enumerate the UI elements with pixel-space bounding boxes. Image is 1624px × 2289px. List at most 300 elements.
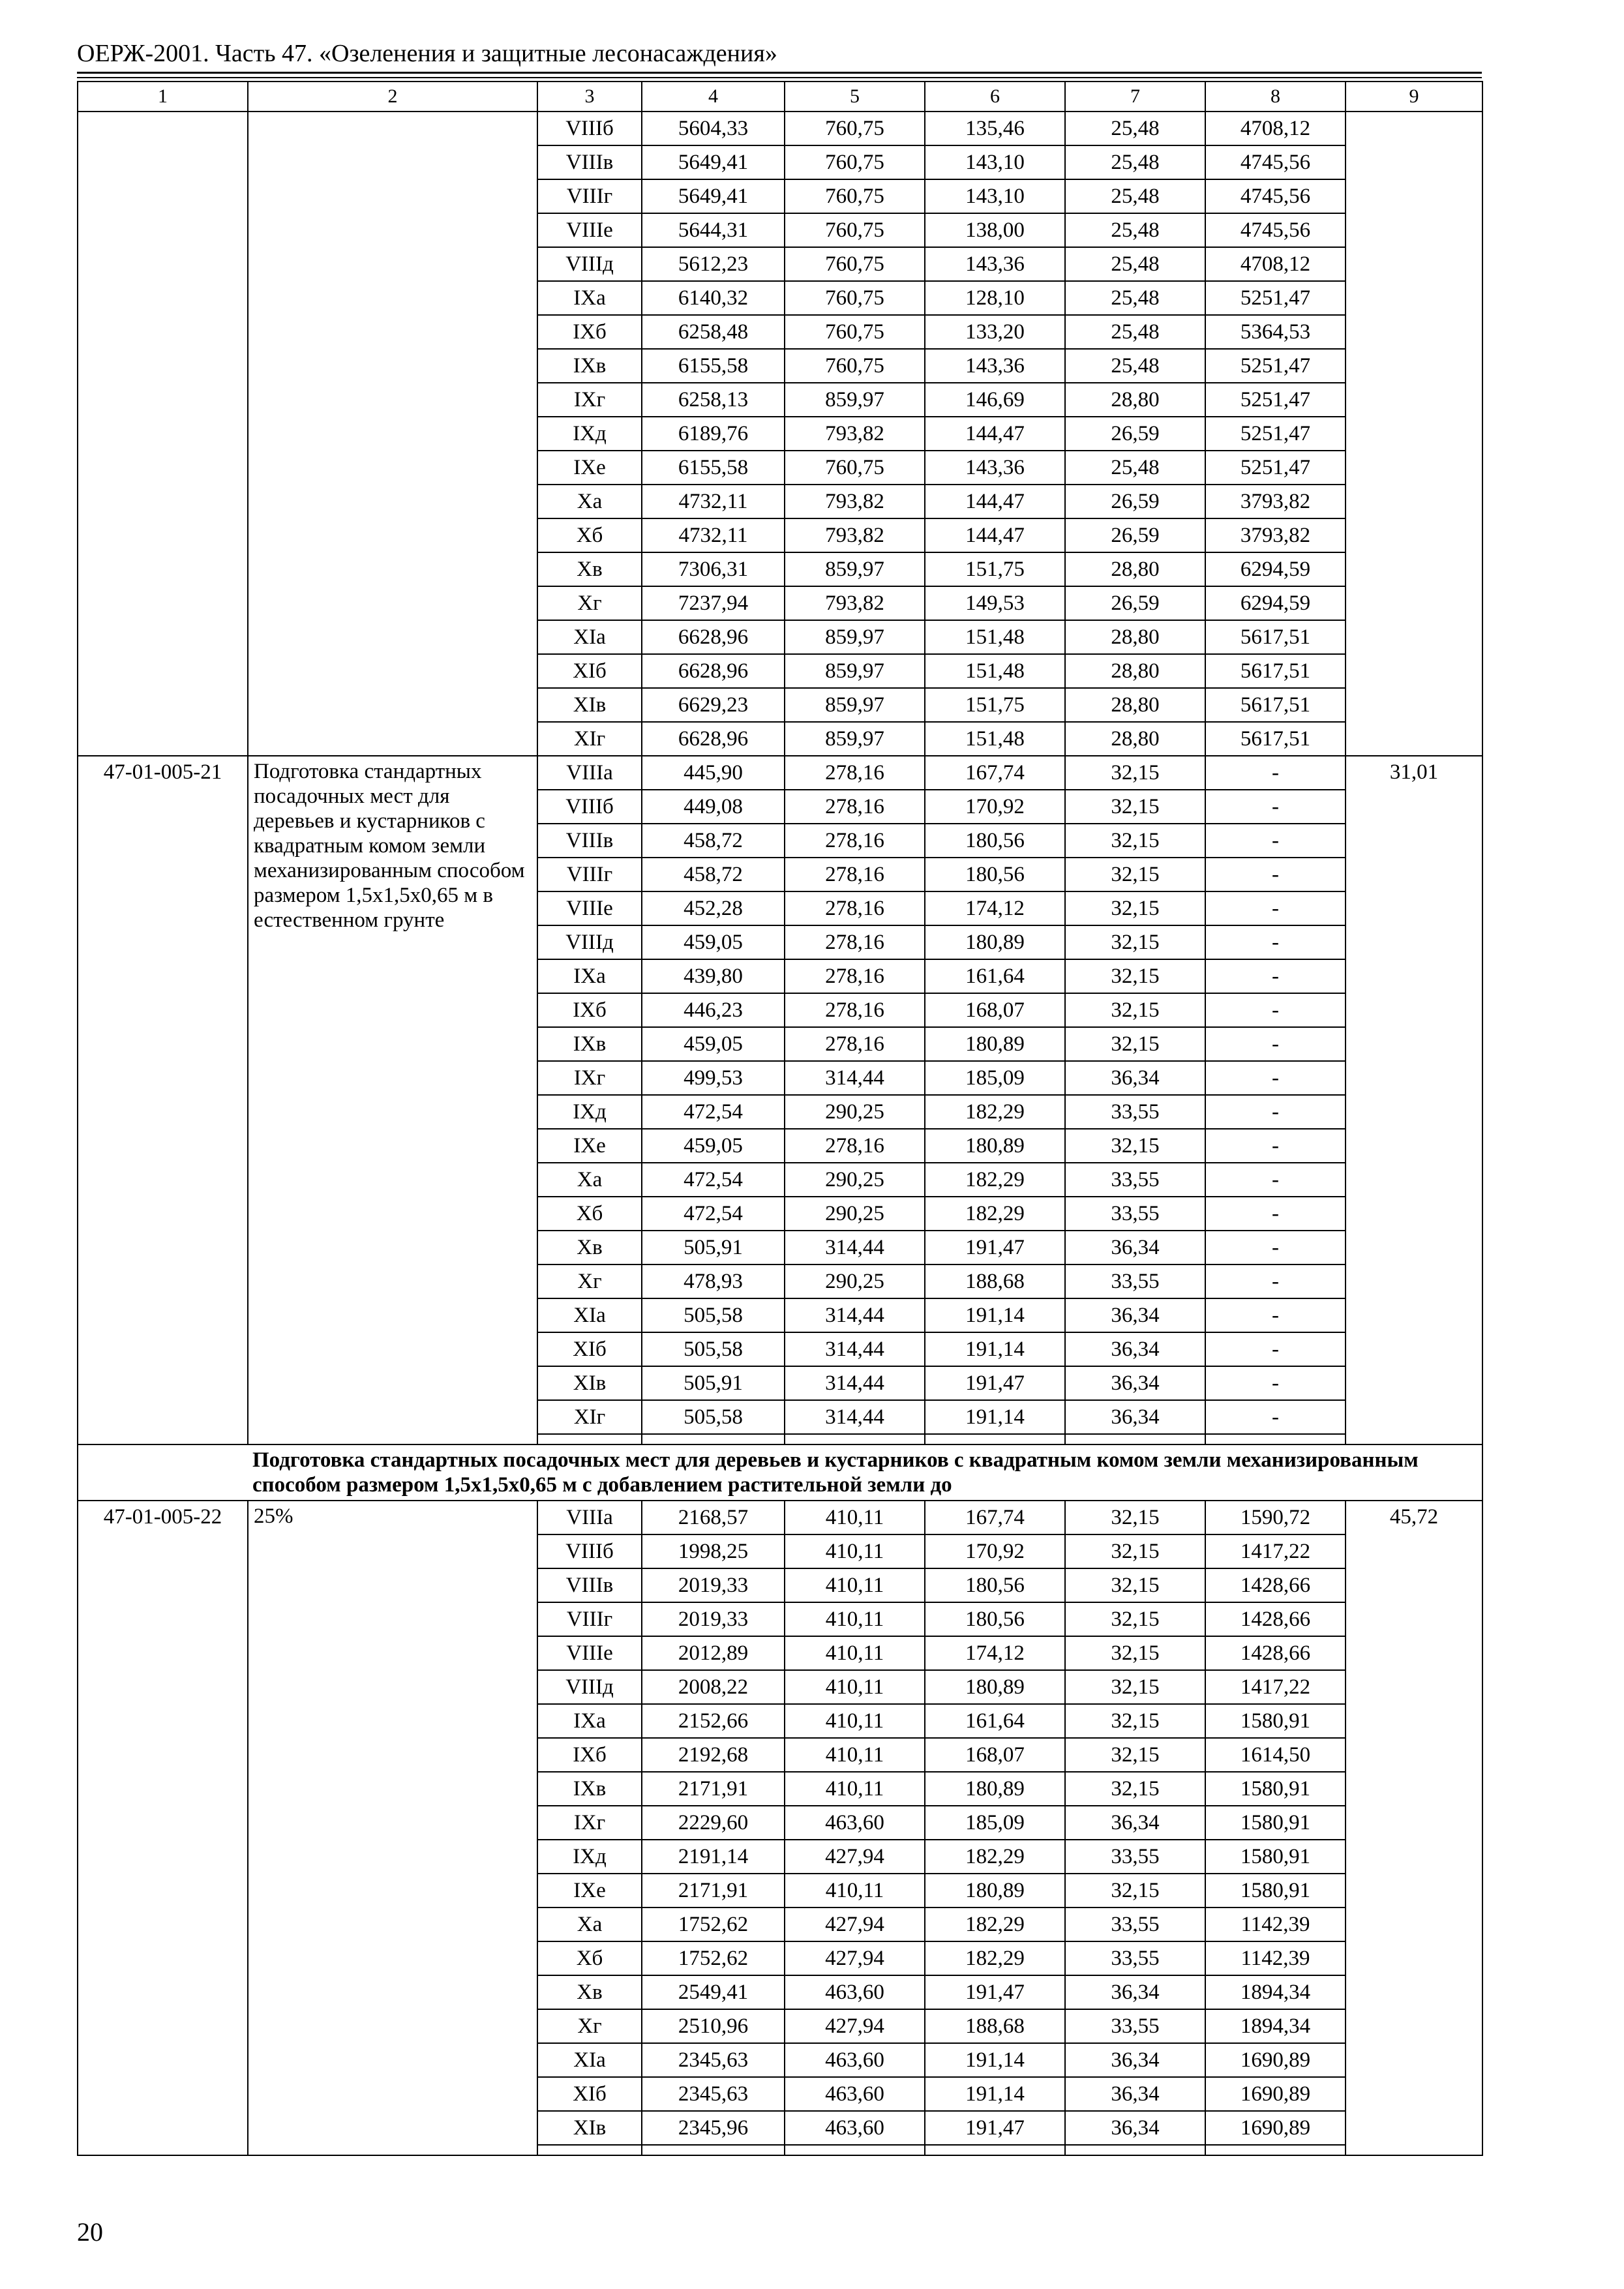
machine-cost: 180,56 — [925, 1602, 1065, 1636]
region-code: Xв — [537, 1975, 642, 2009]
machine-cost: 180,89 — [925, 925, 1065, 959]
region-code: XIа — [537, 2043, 642, 2077]
operator-wage: 28,80 — [1065, 722, 1205, 756]
machine-cost: 143,10 — [925, 145, 1065, 179]
labor-cost: 410,11 — [785, 1636, 925, 1670]
labor-cost: 278,16 — [785, 959, 925, 993]
region-code: IXе — [537, 1129, 642, 1163]
materials-cost: 4708,12 — [1205, 247, 1346, 281]
labor-cost: 314,44 — [785, 1231, 925, 1264]
labor-cost: 859,97 — [785, 383, 925, 417]
materials-cost: - — [1205, 1061, 1346, 1095]
labor-cost: 278,16 — [785, 1129, 925, 1163]
labor-cost: 410,11 — [785, 1501, 925, 1534]
machine-cost: 167,74 — [925, 756, 1065, 790]
total-cost: 2229,60 — [642, 1806, 785, 1840]
materials-cost: 1690,89 — [1205, 2077, 1346, 2111]
total-cost: 6628,96 — [642, 620, 785, 654]
operator-wage: 25,48 — [1065, 213, 1205, 247]
operator-wage: 33,55 — [1065, 1264, 1205, 1298]
machine-cost: 144,47 — [925, 518, 1065, 552]
total-cost: 4732,11 — [642, 485, 785, 518]
region-code: Xб — [537, 1197, 642, 1231]
machine-cost: 168,07 — [925, 1738, 1065, 1772]
materials-cost: - — [1205, 1197, 1346, 1231]
spacer-cell — [1205, 1434, 1346, 1444]
region-code: IXг — [537, 1806, 642, 1840]
total-cost: 6155,58 — [642, 349, 785, 383]
machine-cost: 168,07 — [925, 993, 1065, 1027]
operator-wage: 36,34 — [1065, 1975, 1205, 2009]
page-number: 20 — [77, 2217, 103, 2247]
machine-cost: 161,64 — [925, 959, 1065, 993]
materials-cost: - — [1205, 1264, 1346, 1298]
region-code: IXа — [537, 281, 642, 315]
region-code: VIIIд — [537, 1670, 642, 1704]
header-rule — [77, 72, 1482, 74]
labor-cost: 290,25 — [785, 1163, 925, 1197]
materials-cost: 1142,39 — [1205, 1941, 1346, 1975]
region-code: XIг — [537, 1400, 642, 1434]
spacer-cell — [1205, 2145, 1346, 2155]
materials-cost: 3793,82 — [1205, 518, 1346, 552]
labor-cost: 278,16 — [785, 790, 925, 824]
operator-wage: 28,80 — [1065, 654, 1205, 688]
operator-wage: 32,15 — [1065, 959, 1205, 993]
operator-wage: 32,15 — [1065, 1772, 1205, 1806]
total-cost: 7237,94 — [642, 586, 785, 620]
spacer-cell — [1065, 1434, 1205, 1444]
labor-cost: 278,16 — [785, 858, 925, 891]
operator-wage: 25,48 — [1065, 281, 1205, 315]
labor-cost: 859,97 — [785, 688, 925, 722]
materials-cost: - — [1205, 1231, 1346, 1264]
header-rule — [77, 77, 1482, 78]
spacer-cell — [537, 2145, 642, 2155]
materials-cost: 4745,56 — [1205, 145, 1346, 179]
running-header: ОЕРЖ-2001. Часть 47. «Озеленения и защитные лесонасаждения» — [77, 40, 777, 67]
labor-cost: 278,16 — [785, 756, 925, 790]
operator-wage: 32,15 — [1065, 1874, 1205, 1908]
operator-wage: 32,15 — [1065, 993, 1205, 1027]
total-cost: 499,53 — [642, 1061, 785, 1095]
materials-cost: 5617,51 — [1205, 688, 1346, 722]
machine-cost: 133,20 — [925, 315, 1065, 349]
materials-cost: - — [1205, 1400, 1346, 1434]
table-row — [78, 756, 1482, 790]
total-cost: 6628,96 — [642, 722, 785, 756]
labor-cost: 410,11 — [785, 1534, 925, 1568]
region-code: IXд — [537, 417, 642, 451]
total-cost: 6189,76 — [642, 417, 785, 451]
total-cost: 2345,96 — [642, 2111, 785, 2145]
machine-cost: 180,89 — [925, 1772, 1065, 1806]
machine-cost: 191,47 — [925, 2111, 1065, 2145]
labor-cost: 410,11 — [785, 1772, 925, 1806]
operator-wage: 36,34 — [1065, 2111, 1205, 2145]
machine-cost: 191,47 — [925, 1366, 1065, 1400]
total-cost: 2008,22 — [642, 1670, 785, 1704]
materials-cost: 5251,47 — [1205, 417, 1346, 451]
region-code: VIIIб — [537, 1534, 642, 1568]
total-cost: 2019,33 — [642, 1602, 785, 1636]
spacer-cell — [925, 1434, 1065, 1444]
region-code: VIIIб — [537, 112, 642, 145]
total-cost: 445,90 — [642, 756, 785, 790]
materials-cost: 5617,51 — [1205, 722, 1346, 756]
operator-wage: 32,15 — [1065, 1534, 1205, 1568]
operator-wage: 33,55 — [1065, 1840, 1205, 1874]
operator-wage: 36,34 — [1065, 1332, 1205, 1366]
materials-cost: - — [1205, 824, 1346, 858]
region-code: XIв — [537, 1366, 642, 1400]
column-number: 4 — [642, 82, 785, 112]
labor-cost: 410,11 — [785, 1738, 925, 1772]
materials-cost: 4745,56 — [1205, 213, 1346, 247]
materials-cost: 5251,47 — [1205, 451, 1346, 485]
machine-cost: 144,47 — [925, 485, 1065, 518]
operator-wage: 32,15 — [1065, 1738, 1205, 1772]
total-cost: 2510,96 — [642, 2009, 785, 2043]
materials-cost: 6294,59 — [1205, 552, 1346, 586]
materials-cost: 1580,91 — [1205, 1840, 1346, 1874]
total-cost: 459,05 — [642, 925, 785, 959]
labor-cost: 314,44 — [785, 1298, 925, 1332]
machine-cost: 161,64 — [925, 1704, 1065, 1738]
materials-cost: 1894,34 — [1205, 2009, 1346, 2043]
machine-cost: 146,69 — [925, 383, 1065, 417]
total-cost: 505,91 — [642, 1231, 785, 1264]
region-code: IXг — [537, 383, 642, 417]
total-cost: 6628,96 — [642, 654, 785, 688]
materials-cost: - — [1205, 756, 1346, 790]
region-code: IXв — [537, 349, 642, 383]
materials-cost: - — [1205, 925, 1346, 959]
total-cost: 472,54 — [642, 1197, 785, 1231]
machine-cost: 180,56 — [925, 824, 1065, 858]
machine-cost: 182,29 — [925, 1095, 1065, 1129]
total-cost: 5649,41 — [642, 179, 785, 213]
materials-cost: - — [1205, 1163, 1346, 1197]
total-cost: 5612,23 — [642, 247, 785, 281]
machine-cost: 167,74 — [925, 1501, 1065, 1534]
table-row — [78, 1501, 1482, 1534]
total-cost: 505,91 — [642, 1366, 785, 1400]
operator-wage: 32,15 — [1065, 1602, 1205, 1636]
total-cost: 2171,91 — [642, 1772, 785, 1806]
labor-hours: 45,72 — [1346, 1501, 1482, 2155]
machine-cost: 182,29 — [925, 1941, 1065, 1975]
materials-cost: 4745,56 — [1205, 179, 1346, 213]
machine-cost: 188,68 — [925, 2009, 1065, 2043]
machine-cost: 151,48 — [925, 620, 1065, 654]
machine-cost: 151,75 — [925, 552, 1065, 586]
machine-cost: 188,68 — [925, 1264, 1065, 1298]
region-code: XIа — [537, 1298, 642, 1332]
region-code: VIIIд — [537, 925, 642, 959]
total-cost: 6155,58 — [642, 451, 785, 485]
column-number: 1 — [78, 82, 248, 112]
total-cost: 2019,33 — [642, 1568, 785, 1602]
labor-cost: 760,75 — [785, 247, 925, 281]
labor-cost: 278,16 — [785, 1027, 925, 1061]
spacer-cell — [785, 2145, 925, 2155]
total-cost: 2191,14 — [642, 1840, 785, 1874]
region-code: IXв — [537, 1027, 642, 1061]
operator-wage: 36,34 — [1065, 1806, 1205, 1840]
materials-cost: - — [1205, 858, 1346, 891]
labor-cost: 314,44 — [785, 1366, 925, 1400]
labor-cost: 290,25 — [785, 1197, 925, 1231]
region-code: XIг — [537, 722, 642, 756]
materials-cost: 1690,89 — [1205, 2111, 1346, 2145]
labor-cost: 427,94 — [785, 2009, 925, 2043]
labor-cost: 760,75 — [785, 213, 925, 247]
region-code: IXд — [537, 1840, 642, 1874]
total-cost: 452,28 — [642, 891, 785, 925]
region-code: XIа — [537, 620, 642, 654]
labor-cost: 314,44 — [785, 1400, 925, 1434]
materials-cost: 1590,72 — [1205, 1501, 1346, 1534]
operator-wage: 32,15 — [1065, 824, 1205, 858]
item-description: Подготовка стандартных посадочных мест для деревьев и кустарников с квадратным комом земли механизированным способом размером 1,5х1,5х0,65 м в естественном грунте — [248, 756, 537, 1444]
total-cost: 458,72 — [642, 824, 785, 858]
total-cost: 1752,62 — [642, 1941, 785, 1975]
materials-cost: - — [1205, 1332, 1346, 1366]
operator-wage: 32,15 — [1065, 1501, 1205, 1534]
region-code: Xб — [537, 1941, 642, 1975]
materials-cost: 3793,82 — [1205, 485, 1346, 518]
materials-cost: - — [1205, 1129, 1346, 1163]
machine-cost: 180,89 — [925, 1027, 1065, 1061]
labor-cost: 859,97 — [785, 552, 925, 586]
total-cost: 472,54 — [642, 1163, 785, 1197]
materials-cost: - — [1205, 891, 1346, 925]
region-code: IXе — [537, 1874, 642, 1908]
total-cost: 5644,31 — [642, 213, 785, 247]
materials-cost: 5251,47 — [1205, 383, 1346, 417]
machine-cost: 151,48 — [925, 722, 1065, 756]
labor-cost: 410,11 — [785, 1670, 925, 1704]
materials-cost: - — [1205, 993, 1346, 1027]
operator-wage: 36,34 — [1065, 2077, 1205, 2111]
operator-wage: 28,80 — [1065, 688, 1205, 722]
column-number: 8 — [1205, 82, 1346, 112]
machine-cost: 138,00 — [925, 213, 1065, 247]
code-cell — [78, 112, 248, 756]
total-cost: 505,58 — [642, 1298, 785, 1332]
spacer-cell — [537, 1434, 642, 1444]
machine-cost: 191,14 — [925, 2077, 1065, 2111]
machine-cost: 191,14 — [925, 2043, 1065, 2077]
labor-cost: 760,75 — [785, 315, 925, 349]
operator-wage: 32,15 — [1065, 1027, 1205, 1061]
region-code: IXа — [537, 959, 642, 993]
column-number: 2 — [248, 82, 537, 112]
table-body — [78, 82, 1482, 2155]
machine-cost: 185,09 — [925, 1806, 1065, 1840]
region-code: Xг — [537, 586, 642, 620]
operator-wage: 33,55 — [1065, 2009, 1205, 2043]
machine-cost: 191,47 — [925, 1231, 1065, 1264]
total-cost: 478,93 — [642, 1264, 785, 1298]
operator-wage: 26,59 — [1065, 518, 1205, 552]
labor-cost: 760,75 — [785, 112, 925, 145]
total-cost: 6140,32 — [642, 281, 785, 315]
machine-cost: 182,29 — [925, 1197, 1065, 1231]
machine-cost: 191,14 — [925, 1332, 1065, 1366]
total-cost: 5649,41 — [642, 145, 785, 179]
table-row — [78, 112, 1482, 145]
region-code: Xв — [537, 552, 642, 586]
machine-cost: 151,48 — [925, 654, 1065, 688]
labor-cost: 278,16 — [785, 824, 925, 858]
region-code: XIв — [537, 688, 642, 722]
region-code: XIв — [537, 2111, 642, 2145]
labor-cost: 793,82 — [785, 485, 925, 518]
materials-cost: 1428,66 — [1205, 1636, 1346, 1670]
region-code: Xа — [537, 485, 642, 518]
operator-wage: 28,80 — [1065, 552, 1205, 586]
materials-cost: - — [1205, 1298, 1346, 1332]
labor-cost: 793,82 — [785, 586, 925, 620]
operator-wage: 32,15 — [1065, 858, 1205, 891]
rates-table — [77, 81, 1483, 2156]
materials-cost: 1428,66 — [1205, 1602, 1346, 1636]
machine-cost: 180,89 — [925, 1874, 1065, 1908]
labor-cost: 760,75 — [785, 281, 925, 315]
region-code: VIIIг — [537, 1602, 642, 1636]
operator-wage: 36,34 — [1065, 2043, 1205, 2077]
labor-cost: 859,97 — [785, 620, 925, 654]
machine-cost: 143,36 — [925, 451, 1065, 485]
operator-wage: 32,15 — [1065, 1636, 1205, 1670]
materials-cost: 1428,66 — [1205, 1568, 1346, 1602]
materials-cost: 5364,53 — [1205, 315, 1346, 349]
machine-cost: 191,14 — [925, 1400, 1065, 1434]
total-cost: 458,72 — [642, 858, 785, 891]
operator-wage: 25,48 — [1065, 112, 1205, 145]
materials-cost: 1142,39 — [1205, 1908, 1346, 1941]
spacer-cell — [785, 1434, 925, 1444]
section-heading-row — [78, 1444, 1482, 1501]
operator-wage: 36,34 — [1065, 1298, 1205, 1332]
labor-cost: 290,25 — [785, 1264, 925, 1298]
item-code: 47-01-005-21 — [78, 756, 248, 1444]
labor-cost: 760,75 — [785, 145, 925, 179]
region-code: VIIIв — [537, 1568, 642, 1602]
labor-cost: 859,97 — [785, 722, 925, 756]
region-code: IXа — [537, 1704, 642, 1738]
region-code: Xг — [537, 2009, 642, 2043]
operator-wage: 26,59 — [1065, 485, 1205, 518]
machine-cost: 170,92 — [925, 1534, 1065, 1568]
materials-cost: 1614,50 — [1205, 1738, 1346, 1772]
machine-cost: 180,89 — [925, 1670, 1065, 1704]
region-code: Xа — [537, 1908, 642, 1941]
operator-wage: 36,34 — [1065, 1061, 1205, 1095]
labor-cost: 427,94 — [785, 1840, 925, 1874]
materials-cost: 1580,91 — [1205, 1874, 1346, 1908]
total-cost: 459,05 — [642, 1027, 785, 1061]
region-code: VIIIг — [537, 179, 642, 213]
total-cost: 2345,63 — [642, 2077, 785, 2111]
materials-cost: 6294,59 — [1205, 586, 1346, 620]
labor-cost: 410,11 — [785, 1602, 925, 1636]
labor-hours: 31,01 — [1346, 756, 1482, 1444]
total-cost: 1752,62 — [642, 1908, 785, 1941]
machine-cost: 135,46 — [925, 112, 1065, 145]
total-cost: 6629,23 — [642, 688, 785, 722]
region-code: IXб — [537, 993, 642, 1027]
operator-wage: 36,34 — [1065, 1231, 1205, 1264]
labor-cost: 793,82 — [785, 417, 925, 451]
machine-cost: 128,10 — [925, 281, 1065, 315]
materials-cost: 5251,47 — [1205, 349, 1346, 383]
labor-cost: 278,16 — [785, 925, 925, 959]
machine-cost: 151,75 — [925, 688, 1065, 722]
machine-cost: 174,12 — [925, 891, 1065, 925]
labor-cost: 314,44 — [785, 1061, 925, 1095]
labor-cost: 463,60 — [785, 1806, 925, 1840]
labor-cost: 463,60 — [785, 2077, 925, 2111]
operator-wage: 32,15 — [1065, 891, 1205, 925]
region-code: VIIIв — [537, 824, 642, 858]
labor-cost: 760,75 — [785, 349, 925, 383]
column-number: 6 — [925, 82, 1065, 112]
total-cost: 2152,66 — [642, 1704, 785, 1738]
machine-cost: 182,29 — [925, 1840, 1065, 1874]
machine-cost: 180,56 — [925, 1568, 1065, 1602]
total-cost: 505,58 — [642, 1400, 785, 1434]
materials-cost: 1894,34 — [1205, 1975, 1346, 2009]
operator-wage: 33,55 — [1065, 1197, 1205, 1231]
labor-cost: 410,11 — [785, 1704, 925, 1738]
materials-cost: 1417,22 — [1205, 1670, 1346, 1704]
region-code: VIIIе — [537, 1636, 642, 1670]
machine-cost: 191,47 — [925, 1975, 1065, 2009]
operator-wage: 33,55 — [1065, 1908, 1205, 1941]
labor-cost: 427,94 — [785, 1908, 925, 1941]
total-cost: 439,80 — [642, 959, 785, 993]
machine-cost: 149,53 — [925, 586, 1065, 620]
materials-cost: 5617,51 — [1205, 654, 1346, 688]
labor-cost: 290,25 — [785, 1095, 925, 1129]
region-code: VIIIд — [537, 247, 642, 281]
region-code: XIб — [537, 654, 642, 688]
region-code: XIб — [537, 1332, 642, 1366]
operator-wage: 32,15 — [1065, 790, 1205, 824]
operator-wage: 28,80 — [1065, 383, 1205, 417]
materials-cost: 1580,91 — [1205, 1704, 1346, 1738]
region-code: XIб — [537, 2077, 642, 2111]
labor-cost: 463,60 — [785, 2043, 925, 2077]
materials-cost: 5251,47 — [1205, 281, 1346, 315]
materials-cost: - — [1205, 1095, 1346, 1129]
region-code: IXе — [537, 451, 642, 485]
labor-cost: 410,11 — [785, 1568, 925, 1602]
total-cost: 2012,89 — [642, 1636, 785, 1670]
region-code: VIIIе — [537, 213, 642, 247]
spacer-cell — [1065, 2145, 1205, 2155]
labor-cost: 760,75 — [785, 179, 925, 213]
machine-cost: 180,56 — [925, 858, 1065, 891]
operator-wage: 25,48 — [1065, 179, 1205, 213]
total-cost: 5604,33 — [642, 112, 785, 145]
region-code: VIIIг — [537, 858, 642, 891]
materials-cost: - — [1205, 959, 1346, 993]
materials-cost: 1580,91 — [1205, 1806, 1346, 1840]
